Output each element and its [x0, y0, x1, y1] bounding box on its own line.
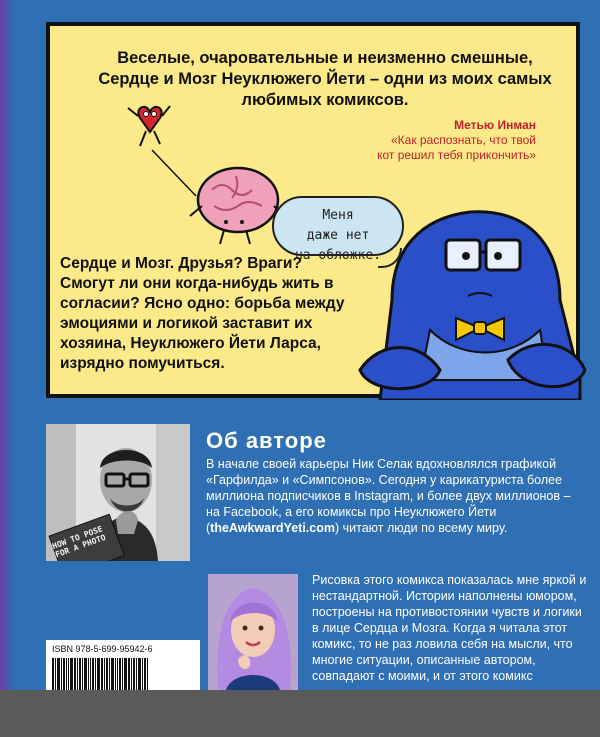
speech-line3: на обложке. [294, 248, 382, 263]
review-source-line2: кот решил тебя прикончить» [377, 148, 536, 162]
heart-character-icon [128, 106, 196, 196]
author-photo [46, 424, 190, 561]
barcode-icon [52, 658, 194, 690]
about-author-text [206, 456, 576, 536]
review-source-line1: «Как распознать, что твой [391, 133, 536, 147]
speech-bubble [272, 196, 404, 263]
review-author: Метью Инман [454, 118, 536, 132]
illustrator-portrait-icon [208, 574, 298, 690]
isbn-number: ISBN 978-5-699-95942-6 [52, 644, 153, 654]
book-cover-title: HOW TO POSE FOR A PHOTO [51, 524, 107, 560]
brain-character-icon [190, 168, 284, 244]
isbn-barcode-box [46, 640, 200, 690]
website-link: theAwkwardYeti.com [210, 521, 335, 535]
speech-line2: даже нет [306, 228, 370, 243]
about-author-heading: Об авторе [206, 428, 327, 453]
book-blurb: Сердце и Мозг. Друзья? Враги? Смогут ли они когда-нибудь жить в согласии? Ясно одно: борьба между эмоциями и логикой заставит их хозяина, Неуклюжего Йети Ларса, изрядно помучиться. [60, 255, 345, 372]
illustrator-review-text: Рисовка этого комикса показалась мне яркой и нестандартной. Истории наполнены юмором, построены на противостоянии чувств и логики в лице Сердца и Мозга. Когда я читала этот комикс, то не раз ловила себя на мысли, что многие ситуации, описанные автором, совпадают с моими, и от этого комикс [312, 573, 587, 683]
about-text-part2: ) читают люди по всему миру. [334, 521, 508, 535]
bottom-gray-band [0, 690, 600, 737]
illustrator-photo [208, 574, 298, 690]
speech-line1: Меня [322, 208, 354, 223]
review-quote: Веселые, очаровательные и неизменно смешные, Сердце и Мозг Неуклюжего Йети – одни из моих самых любимых комиксов. [98, 49, 552, 109]
about-text-part1: В начале своей карьеры Ник Селак вдохновлялся графикой «Гарфилда» и «Симпсонов». Сегодня у карикатуриста более миллиона подписчиков в Instagram, и более двух миллионов – на Facebook, а его комиксы про Неуклюжего Йети ( [206, 457, 571, 535]
